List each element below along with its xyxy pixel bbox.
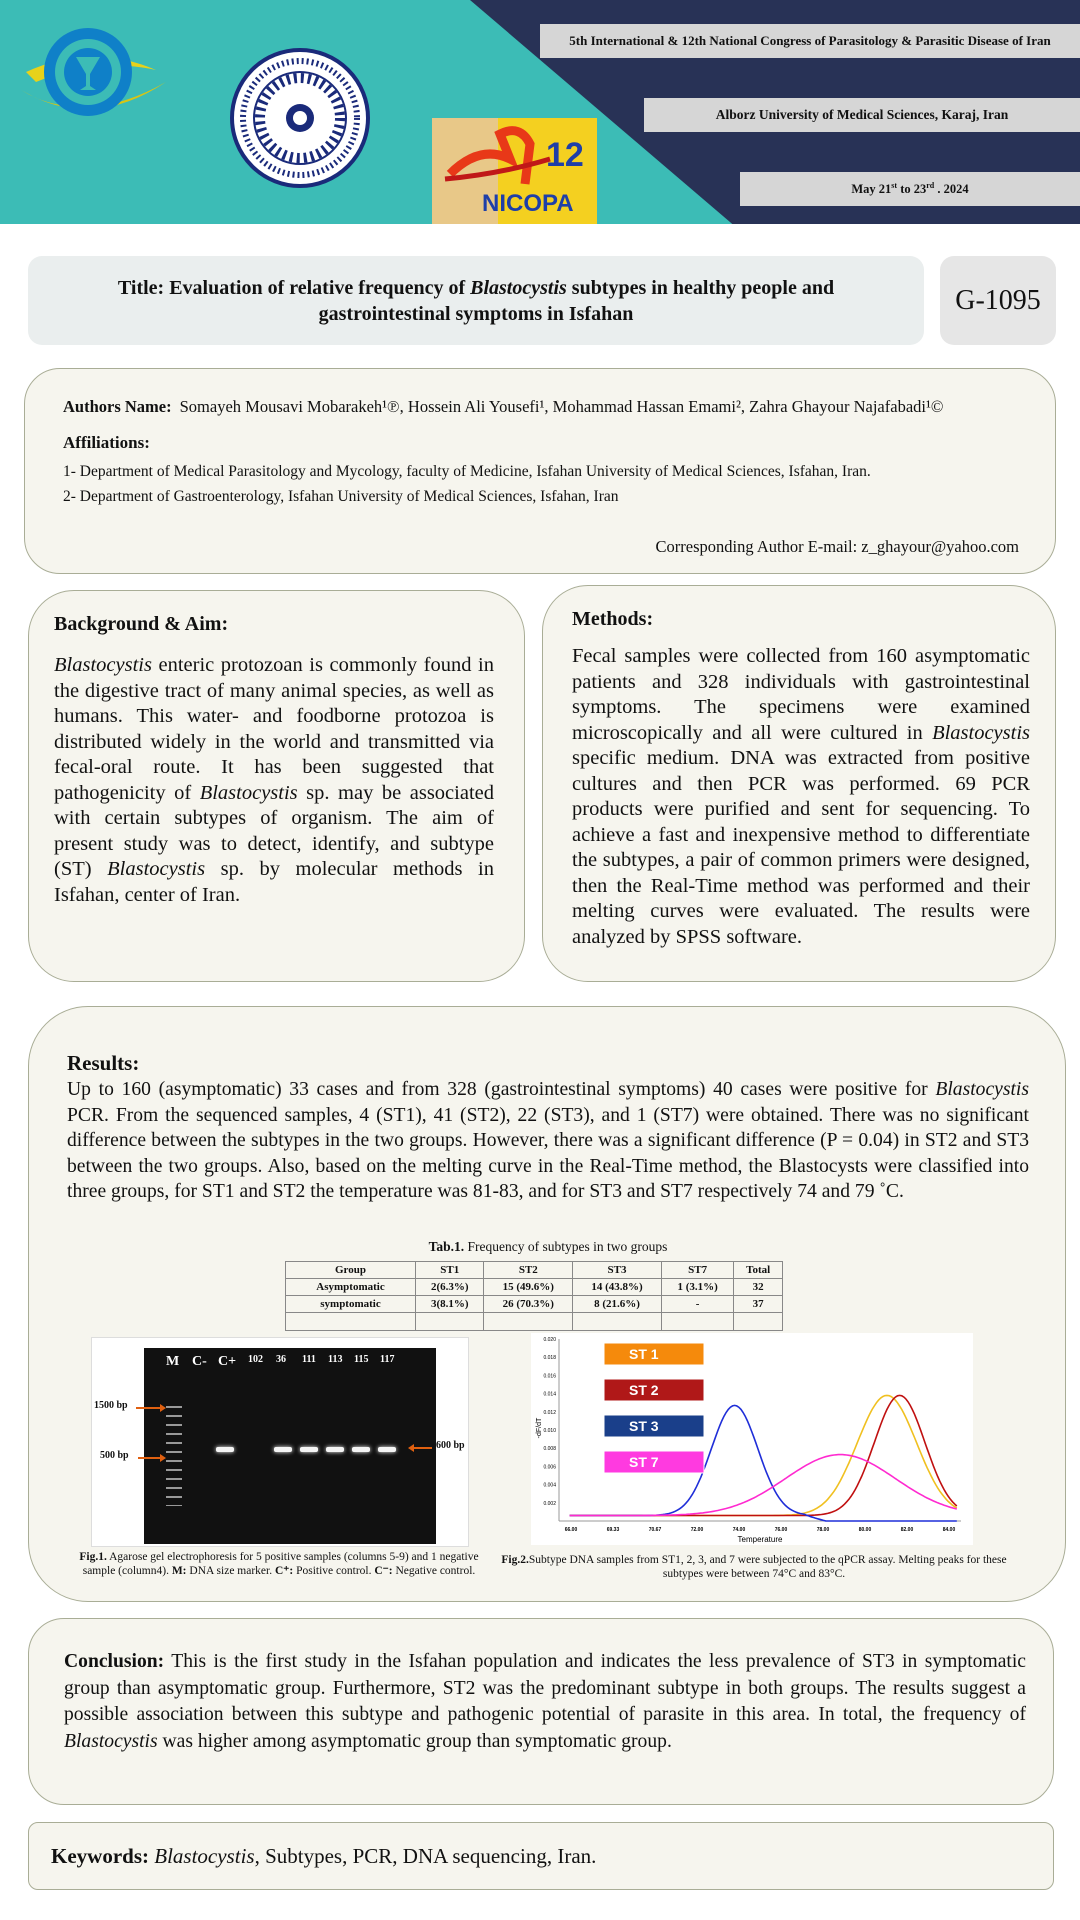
x-tick-label: 84.00 xyxy=(942,1527,956,1533)
y-tick-label: 0.008 xyxy=(543,1446,556,1453)
results-text: Up to 160 (asymptomatic) 33 cases and from 328 (gastrointestinal symptoms) 40 cases were positive for Blastocystis PCR. From the sequenced samples, 4 (ST1), 41 (ST2), 22 (ST3), and 1 (ST7) were obtained. There was no significant difference between the subtypes in the two groups. However, there was a significant difference (P = 0.04) in ST2 and ST3 between the two groups. Also, based on the melting curve in the Real-Time method, the Blastocysts were classified into three groups, for ST1 and ST2 the temperature was 81-83, and for ST3 and ST7 respectively 74 and 79 ˚C. xyxy=(67,1079,1029,1202)
conclusion-text: Conclusion: This is the first study in the Isfahan population and indicates the less prevalence of ST3 in symptomatic group than asymptomatic group. Furthermore, ST2 was the predominant subtype in both groups. The results suggest a possible association between this subtype and pathogenic potential of parasite in this area. In total, the frequency of Blastocystis was higher among asymptomatic group than symptomatic group. xyxy=(64,1651,1026,1752)
frequency-table xyxy=(285,1261,783,1331)
date-text: May 21st to 23rd . 2024 xyxy=(851,180,969,197)
nicopa-number: 12 xyxy=(546,136,584,174)
x-tick-label: 70.67 xyxy=(648,1527,662,1533)
methods-heading: Methods: xyxy=(572,608,654,630)
melting-curve-chart xyxy=(531,1333,973,1545)
poster-code-box xyxy=(940,256,1056,345)
congress-name-bar xyxy=(540,24,1080,58)
y-tick-label: 0.004 xyxy=(543,1482,556,1489)
background-heading: Background & Aim: xyxy=(54,613,229,635)
legend-label: ST 2 xyxy=(629,1382,659,1398)
x-tick-label: 66.00 xyxy=(564,1527,578,1533)
authors-box xyxy=(24,368,1056,574)
x-tick-label: 72.00 xyxy=(690,1527,704,1533)
x-tick-label: 76.00 xyxy=(774,1527,788,1533)
legend-label: ST 1 xyxy=(629,1346,659,1362)
y-tick-label: 0.002 xyxy=(543,1500,556,1507)
x-tick-label: 80.00 xyxy=(858,1527,872,1533)
y-axis-label: -dF/dT xyxy=(536,1417,543,1439)
x-tick-label: 69.33 xyxy=(606,1527,620,1533)
date-bar xyxy=(740,172,1080,206)
congress-name: 5th International & 12th National Congress of Parasitology & Parasitic Disease of Iran xyxy=(569,33,1051,48)
venue-bar xyxy=(644,98,1080,132)
gel-lane-label: 113 xyxy=(328,1354,343,1365)
gel-lane-label: C- xyxy=(192,1354,207,1369)
x-axis-label: Temperature xyxy=(737,1535,783,1544)
poster-code: G-1095 xyxy=(955,284,1041,316)
legend-label: ST 7 xyxy=(629,1454,659,1470)
x-tick-label: 74.00 xyxy=(732,1527,746,1533)
title-box xyxy=(28,256,924,345)
y-tick-label: 0.012 xyxy=(543,1409,556,1416)
congress-logo-icon xyxy=(16,12,166,140)
y-tick-label: 0.016 xyxy=(543,1373,556,1380)
y-tick-label: 0.020 xyxy=(543,1337,556,1343)
y-tick-label: 0.018 xyxy=(543,1355,556,1362)
fig2-caption: Fig.2.Subtype DNA samples from ST1, 2, 3, and 7 were subjected to the qPCR assay. Melting peaks for these subtypes were between 74°C and 83°C. xyxy=(501,1554,1007,1580)
table-row: Asymptomatic 2(6.3%) 15 (49.6%) 14 (43.8%) 1 (3.1%) 32 xyxy=(286,1279,783,1296)
x-tick-label: 82.00 xyxy=(900,1527,914,1533)
legend-label: ST 3 xyxy=(629,1418,659,1434)
band-600-label: 600 bp xyxy=(436,1440,465,1451)
fig1-caption: Fig.1. Agarose gel electrophoresis for 5 positive samples (columns 5-9) and 1 negative sample (column4). M: DNA size marker. C⁺: Positive control. C⁻: Negative control. xyxy=(79,1551,479,1577)
nicopa-text: NICOPA xyxy=(482,190,574,217)
gel-arrows-icon xyxy=(92,1338,470,1548)
gel-lane-label: 111 xyxy=(302,1354,316,1365)
table-row xyxy=(286,1313,783,1331)
conclusion-box xyxy=(28,1618,1054,1805)
marker-1500-label: 1500 bp xyxy=(94,1400,128,1411)
affiliation-1: 1- Department of Medical Parasitology and Mycology, faculty of Medicine, Isfahan University of Medical Sciences, Isfahan, Iran. xyxy=(63,463,871,480)
table-header-row: Group ST1 ST2 ST3 ST7 Total xyxy=(286,1262,783,1279)
affiliation-2: 2- Department of Gastroenterology, Isfahan University of Medical Sciences, Isfahan, Iran xyxy=(63,488,619,505)
gel-lane-label: M xyxy=(166,1354,180,1369)
authors-line: Authors Name: Somayeh Mousavi Mobarakeh¹℗, Hossein Ali Yousefi¹, Mohammad Hassan Emami², Zahra Ghayour Najafabadi¹© xyxy=(63,397,944,416)
y-tick-label: 0.010 xyxy=(543,1428,556,1434)
y-tick-label: 0.014 xyxy=(543,1391,556,1398)
x-tick-label: 78.00 xyxy=(816,1527,830,1533)
society-seal-icon xyxy=(230,48,370,188)
poster-header xyxy=(0,0,1080,224)
marker-500-label: 500 bp xyxy=(100,1450,129,1461)
methods-box xyxy=(542,585,1056,982)
gel-lane-label: 36 xyxy=(276,1354,286,1365)
gel-lane-label: 115 xyxy=(354,1354,369,1365)
corresponding-email: Corresponding Author E-mail: z_ghayour@yahoo.com xyxy=(655,537,1019,556)
background-text: Blastocystis enteric protozoan is commonly found in the digestive tract of many animal species, as well as humans. This water- and foodborne protozoa is distributed widely in the world and transmitted via fecal-oral route. It has been suggested that pathogenicity of Blastocystis sp. may be associated with certain subtypes of organism. The aim of present study was to detect, identify, and subtype (ST) Blastocystis sp. by molecular methods in Isfahan, center of Iran. xyxy=(54,654,494,906)
table-caption: Tab.1. Frequency of subtypes in two groups xyxy=(428,1239,668,1254)
venue: Alborz University of Medical Sciences, Karaj, Iran xyxy=(715,107,1009,122)
keywords-box xyxy=(28,1822,1054,1890)
background-box xyxy=(28,590,525,982)
methods-text: Fecal samples were collected from 160 asymptomatic patients and 328 individuals with gastrointestinal symptoms. The specimens were examined microscopically and all were cultured in Blastocystis specific medium. DNA was extracted from positive cultures and then PCR was performed. 69 PCR products were purified and sent for sequencing. To achieve a fast and inexpensive method to differentiate the subtypes, a pair of common primers were designed, then the Real-Time method was performed and their melting curves were evaluated. The results were analyzed by SPSS software. xyxy=(572,645,1030,948)
gel-lane-label: 102 xyxy=(248,1354,263,1365)
poster-title: Title: Evaluation of relative frequency of Blastocystis subtypes in healthy people and gastrointestinal symptoms in Isfahan xyxy=(117,276,835,325)
gel-lane-label: 117 xyxy=(380,1354,395,1365)
nicopa-logo xyxy=(432,118,597,224)
results-heading: Results: xyxy=(67,1051,140,1075)
y-tick-label: 0.006 xyxy=(543,1464,556,1471)
keywords-text: Keywords: Blastocystis, Subtypes, PCR, DNA sequencing, Iran. xyxy=(51,1843,597,1868)
affiliations-label: Affiliations: xyxy=(63,433,150,452)
results-box xyxy=(28,1006,1066,1602)
gel-lane-label: C+ xyxy=(218,1354,237,1369)
table-row: symptomatic 3(8.1%) 26 (70.3%) 8 (21.6%) - 37 xyxy=(286,1296,783,1313)
gel-figure xyxy=(91,1337,469,1547)
